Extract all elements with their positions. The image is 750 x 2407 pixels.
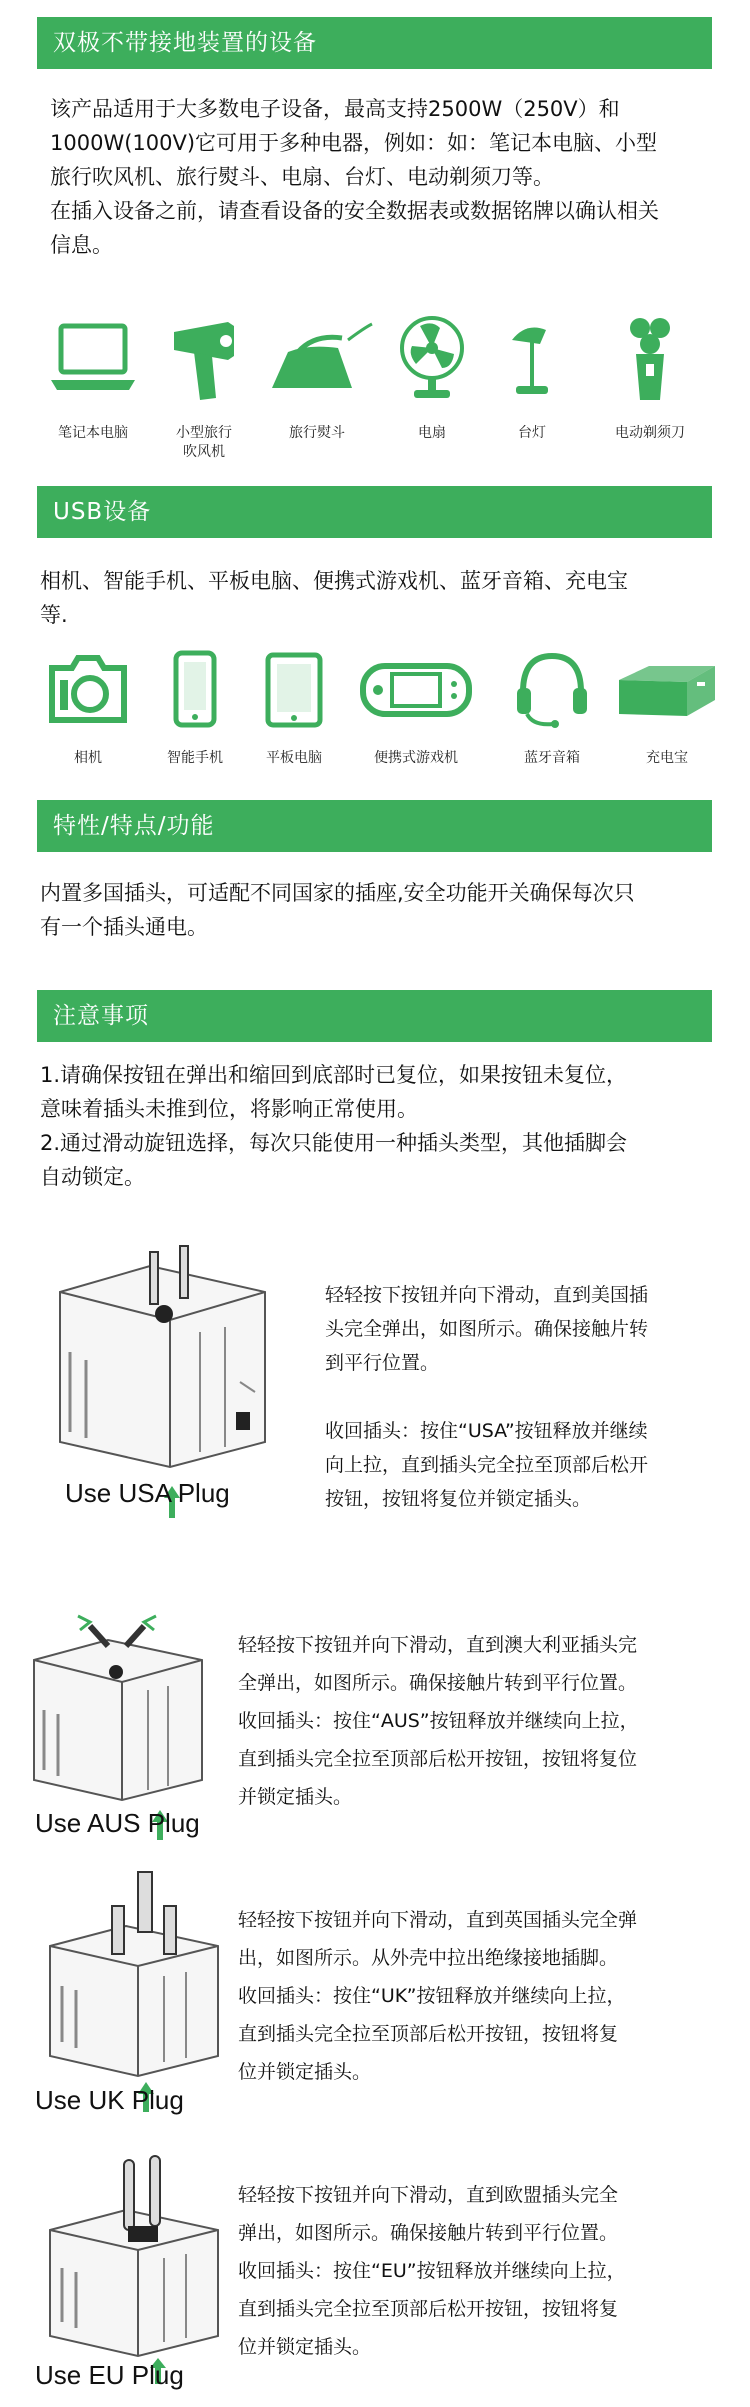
tablet-icon — [264, 652, 324, 728]
plug-title: Use USA Plug — [65, 1478, 230, 1508]
text-line: 轻轻按下按钮并向下滑动，直到澳大利亚插头完 — [238, 1634, 638, 1656]
text-line: 2.通过滑动旋钮选择，每次只能使用一种插头类型，其他插脚会 — [40, 1131, 628, 1155]
text-line: 位并锁定插头。 — [238, 2061, 372, 2083]
device-label: 吹风机 — [183, 444, 225, 460]
device-label: 便携式游戏机 — [374, 750, 458, 766]
text-line: 收回插头：按住“USA”按钮释放并继续 — [325, 1420, 648, 1442]
text-line: 1000W(100V)它可用于多种电器，例如：如：笔记本电脑、小型 — [50, 131, 658, 155]
text-line: 收回插头：按住“EU”按钮释放并继续向上拉， — [238, 2260, 626, 2282]
text-line: 向上拉，直到插头完全拉至顶部后松开 — [325, 1454, 649, 1476]
text-line: 按钮，按钮将复位并锁定插头。 — [325, 1488, 592, 1510]
device-label: 旅行熨斗 — [289, 425, 345, 441]
text-line: 该产品适用于大多数电子设备，最高支持2500W（250V）和 — [50, 97, 620, 121]
text-line: 轻轻按下按钮并向下滑动，直到美国插 — [325, 1284, 649, 1306]
text-line: 信息。 — [50, 233, 113, 257]
smartphone-icon — [172, 650, 218, 728]
headset-icon — [513, 648, 591, 730]
iron-icon — [268, 322, 378, 394]
device-label: 电扇 — [418, 425, 446, 441]
text-line: 意味着插头未推到位，将影响正常使用。 — [40, 1097, 418, 1121]
text-line: 直到插头完全拉至顶部后松开按钮，按钮将复 — [238, 2023, 619, 2045]
text-line: 弹出，如图所示。确保接触片转到平行位置。 — [238, 2222, 619, 2244]
aus-plug-adapter-image — [18, 1610, 218, 1810]
device-label: 台灯 — [518, 425, 546, 441]
text-line: 轻轻按下按钮并向下滑动，直到英国插头完全弹 — [238, 1909, 638, 1931]
text-line: 并锁定插头。 — [238, 1786, 353, 1808]
text-line: 收回插头：按住“AUS”按钮释放并继续向上拉， — [238, 1710, 639, 1732]
plug-title: Use EU Plug — [35, 2360, 184, 2390]
text-line: 头完全弹出，如图所示。确保接触片转 — [325, 1318, 649, 1340]
text-line: 直到插头完全拉至顶部后松开按钮，按钮将复位 — [238, 1748, 638, 1770]
text-line: 全弹出，如图所示。确保接触片转到平行位置。 — [238, 1672, 638, 1694]
text-line: 等. — [40, 603, 68, 627]
device-label: 电动剃须刀 — [615, 425, 685, 441]
section-title-nonground: 双极不带接地装置的设备 — [37, 17, 712, 69]
plug-title: Use AUS Plug — [35, 1808, 200, 1838]
uk-plug-adapter-image — [38, 1866, 238, 2086]
text-line: 内置多国插头，可适配不同国家的插座,安全功能开关确保每次只 — [40, 881, 635, 905]
text-line: 相机、智能手机、平板电脑、便携式游戏机、蓝牙音箱、充电宝 — [40, 569, 628, 593]
laptop-icon — [47, 318, 139, 396]
plug-title: Use UK Plug — [35, 2085, 184, 2115]
power-bank-icon — [617, 662, 717, 718]
eu-plug-adapter-image — [38, 2150, 238, 2360]
text-line: 旅行吹风机、旅行熨斗、电扇、台灯、电动剃须刀等。 — [50, 165, 554, 189]
device-label: 蓝牙音箱 — [524, 750, 580, 766]
text-line: 自动锁定。 — [40, 1165, 145, 1189]
text-line: 到平行位置。 — [325, 1352, 440, 1374]
fan-icon — [392, 314, 472, 400]
device-label: 充电宝 — [646, 750, 688, 766]
section-title-notes: 注意事项 — [37, 990, 712, 1042]
device-label: 笔记本电脑 — [58, 425, 128, 441]
text-line: 直到插头完全拉至顶部后松开按钮，按钮将复 — [238, 2298, 619, 2320]
camera-icon — [46, 654, 130, 726]
device-label: 小型旅行 — [176, 425, 232, 441]
device-label: 相机 — [74, 750, 102, 766]
text-line: 有一个插头通电。 — [40, 915, 208, 939]
text-line: 位并锁定插头。 — [238, 2336, 372, 2358]
text-line: 1.请确保按钮在弹出和缩回到底部时已复位，如果按钮未复位， — [40, 1063, 628, 1087]
shaver-icon — [620, 314, 680, 402]
hair-dryer-icon — [168, 318, 240, 402]
text-line: 出，如图所示。从外壳中拉出绝缘接地插脚。 — [238, 1947, 619, 1969]
text-line: 收回插头：按住“UK”按钮释放并继续向上拉， — [238, 1985, 626, 2007]
device-label: 平板电脑 — [266, 750, 322, 766]
usa-plug-adapter-image — [40, 1222, 290, 1482]
section-title-features: 特性/特点/功能 — [37, 800, 712, 852]
game-console-icon — [360, 660, 472, 720]
device-label: 智能手机 — [167, 750, 223, 766]
desk-lamp-icon — [502, 318, 562, 398]
text-line: 在插入设备之前，请查看设备的安全数据表或数据铭牌以确认相关 — [50, 199, 659, 223]
text-line: 轻轻按下按钮并向下滑动，直到欧盟插头完全 — [238, 2184, 619, 2206]
section-title-usb: USB设备 — [37, 486, 712, 538]
